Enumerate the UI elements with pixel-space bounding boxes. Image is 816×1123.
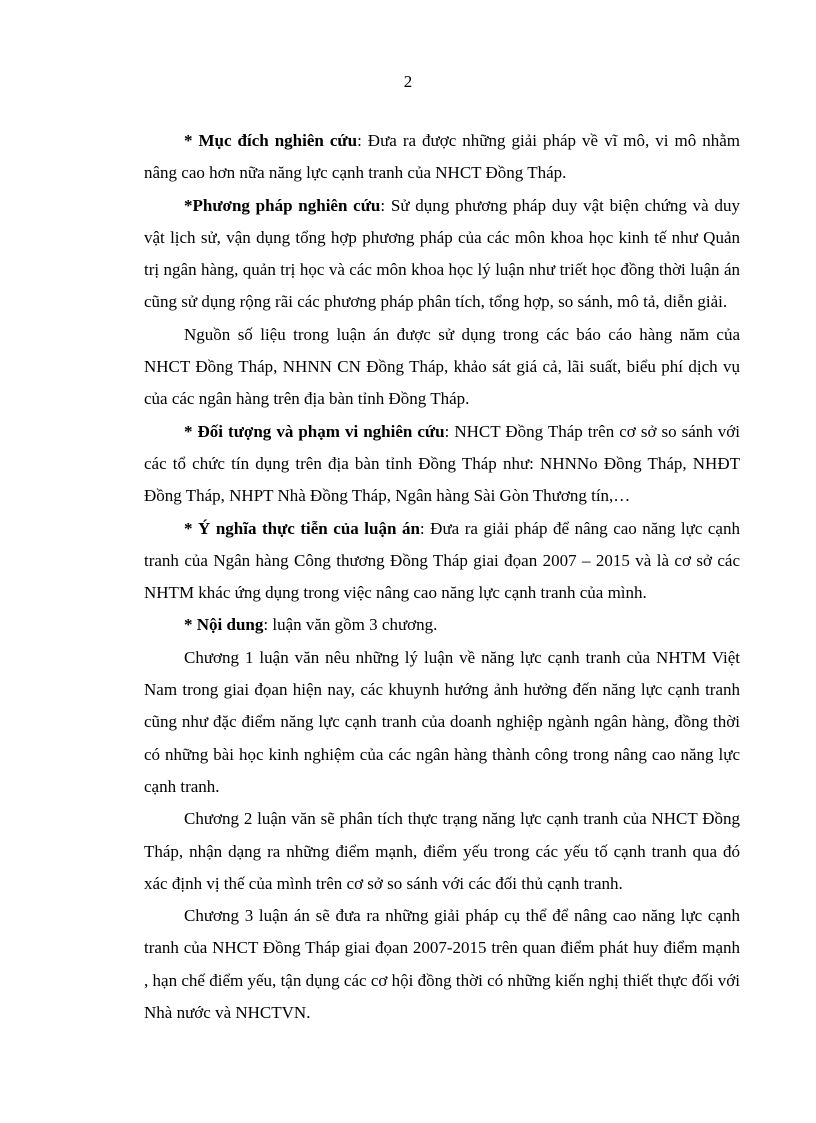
heading-separator: : bbox=[380, 195, 391, 215]
heading-separator: : bbox=[419, 518, 431, 538]
paragraph-text: Chương 1 luận văn nêu những lý luận về năng lực cạnh tranh của NHTM Việt Nam trong giai đọan hiện nay, các khuynh hướng ảnh hưởng đến năng lực cạnh tranh cũng như đặc điểm năng lực cạnh tranh của doanh nghiệp ngành ngân hàng, đồng thời có những bài học kinh nghiệm của các ngân hàng thành công trong nâng cao năng lực cạnh tranh. bbox=[144, 647, 740, 796]
paragraph-heading: * Đối tượng và phạm vi nghiên cứu bbox=[184, 421, 445, 441]
paragraph-heading: * Ý nghĩa thực tiễn của luận án bbox=[184, 518, 420, 538]
heading-separator: : bbox=[444, 421, 455, 441]
paragraph-practical-significance bbox=[144, 513, 740, 610]
document-body bbox=[144, 125, 740, 1029]
paragraph-research-method bbox=[144, 190, 740, 319]
paragraph-text: luận văn gồm 3 chương. bbox=[272, 615, 438, 635]
paragraph-content bbox=[144, 609, 740, 641]
paragraph-text: Đưa ra giải pháp để nâng cao năng lực cạnh tranh của Ngân hàng Công thương Đồng Tháp giai đọan 2007 – 2015 và là cơ sở các NHTM khác ứng dụng trong việc nâng cao năng lực cạnh tranh của mình. bbox=[144, 518, 740, 603]
paragraph-text: Nguồn số liệu trong luận án được sử dụng trong các báo cáo hàng năm của NHCT Đồng Tháp, NHNN CN Đồng Tháp, khảo sát giá cả, lãi suất, biểu phí dịch vụ của các ngân hàng trên địa bàn tỉnh Đồng Tháp. bbox=[144, 324, 740, 409]
page-number: 2 bbox=[403, 72, 413, 91]
paragraph-text: Chương 2 luận văn sẽ phân tích thực trạng năng lực cạnh tranh của NHCT Đồng Tháp, nhận dạng ra những điểm mạnh, điểm yếu trong các yếu tố cạnh tranh qua đó xác định vị thế của mình trên cơ sở so sánh với các đối thủ cạnh tranh. bbox=[144, 809, 740, 893]
paragraph-text: Sử dụng phương pháp duy vật biện chứng và duy vật lịch sử, vận dụng tổng hợp phương pháp của các môn khoa học kinh tế như Quản trị ngân hàng, quản trị học và các môn khoa học lý luận như triết học đồng thời luận án cũng sử dụng rộng rãi các phương pháp phân tích, tổng hợp, so sánh, mô tả, diễn giải. bbox=[144, 195, 740, 312]
paragraph-heading: * Nội dung bbox=[184, 615, 264, 635]
paragraph-chapter-3 bbox=[144, 900, 740, 1029]
paragraph-chapter-2 bbox=[144, 803, 740, 900]
paragraph-text: Đưa ra được những giải pháp về vĩ mô, vi mô nhằm nâng cao hơn nữa năng lực cạnh tranh của NHCT Đồng Tháp. bbox=[144, 131, 740, 183]
paragraph-research-purpose bbox=[144, 125, 740, 190]
paragraph-text: NHCT Đồng Tháp trên cơ sở so sánh với các tổ chức tín dụng trên địa bàn tỉnh Đồng Tháp như: NHNNo Đồng Tháp, NHĐT Đồng Tháp, NHPT Nhà Đồng Tháp, Ngân hàng Sài Gòn Thương tín,… bbox=[144, 421, 741, 506]
paragraph-data-sources bbox=[144, 319, 740, 416]
paragraph-heading: * Mục đích nghiên cứu bbox=[184, 131, 358, 150]
paragraph-chapter-1 bbox=[144, 642, 740, 803]
heading-separator: : bbox=[263, 615, 273, 635]
heading-separator: : bbox=[357, 131, 368, 150]
paragraph-heading: *Phương pháp nghiên cứu bbox=[184, 195, 381, 215]
paragraph-text: Chương 3 luận án sẽ đưa ra những giải pháp cụ thể để nâng cao năng lực cạnh tranh của NHCT Đồng Tháp giai đọan 2007-2015 trên quan điểm phát huy điểm mạnh , hạn chế điểm yếu, tận dụng các cơ hội đồng thời có những kiến nghị thiết thực đối với Nhà nước và NHCTVN. bbox=[144, 906, 740, 1023]
paragraph-research-scope bbox=[144, 416, 740, 513]
